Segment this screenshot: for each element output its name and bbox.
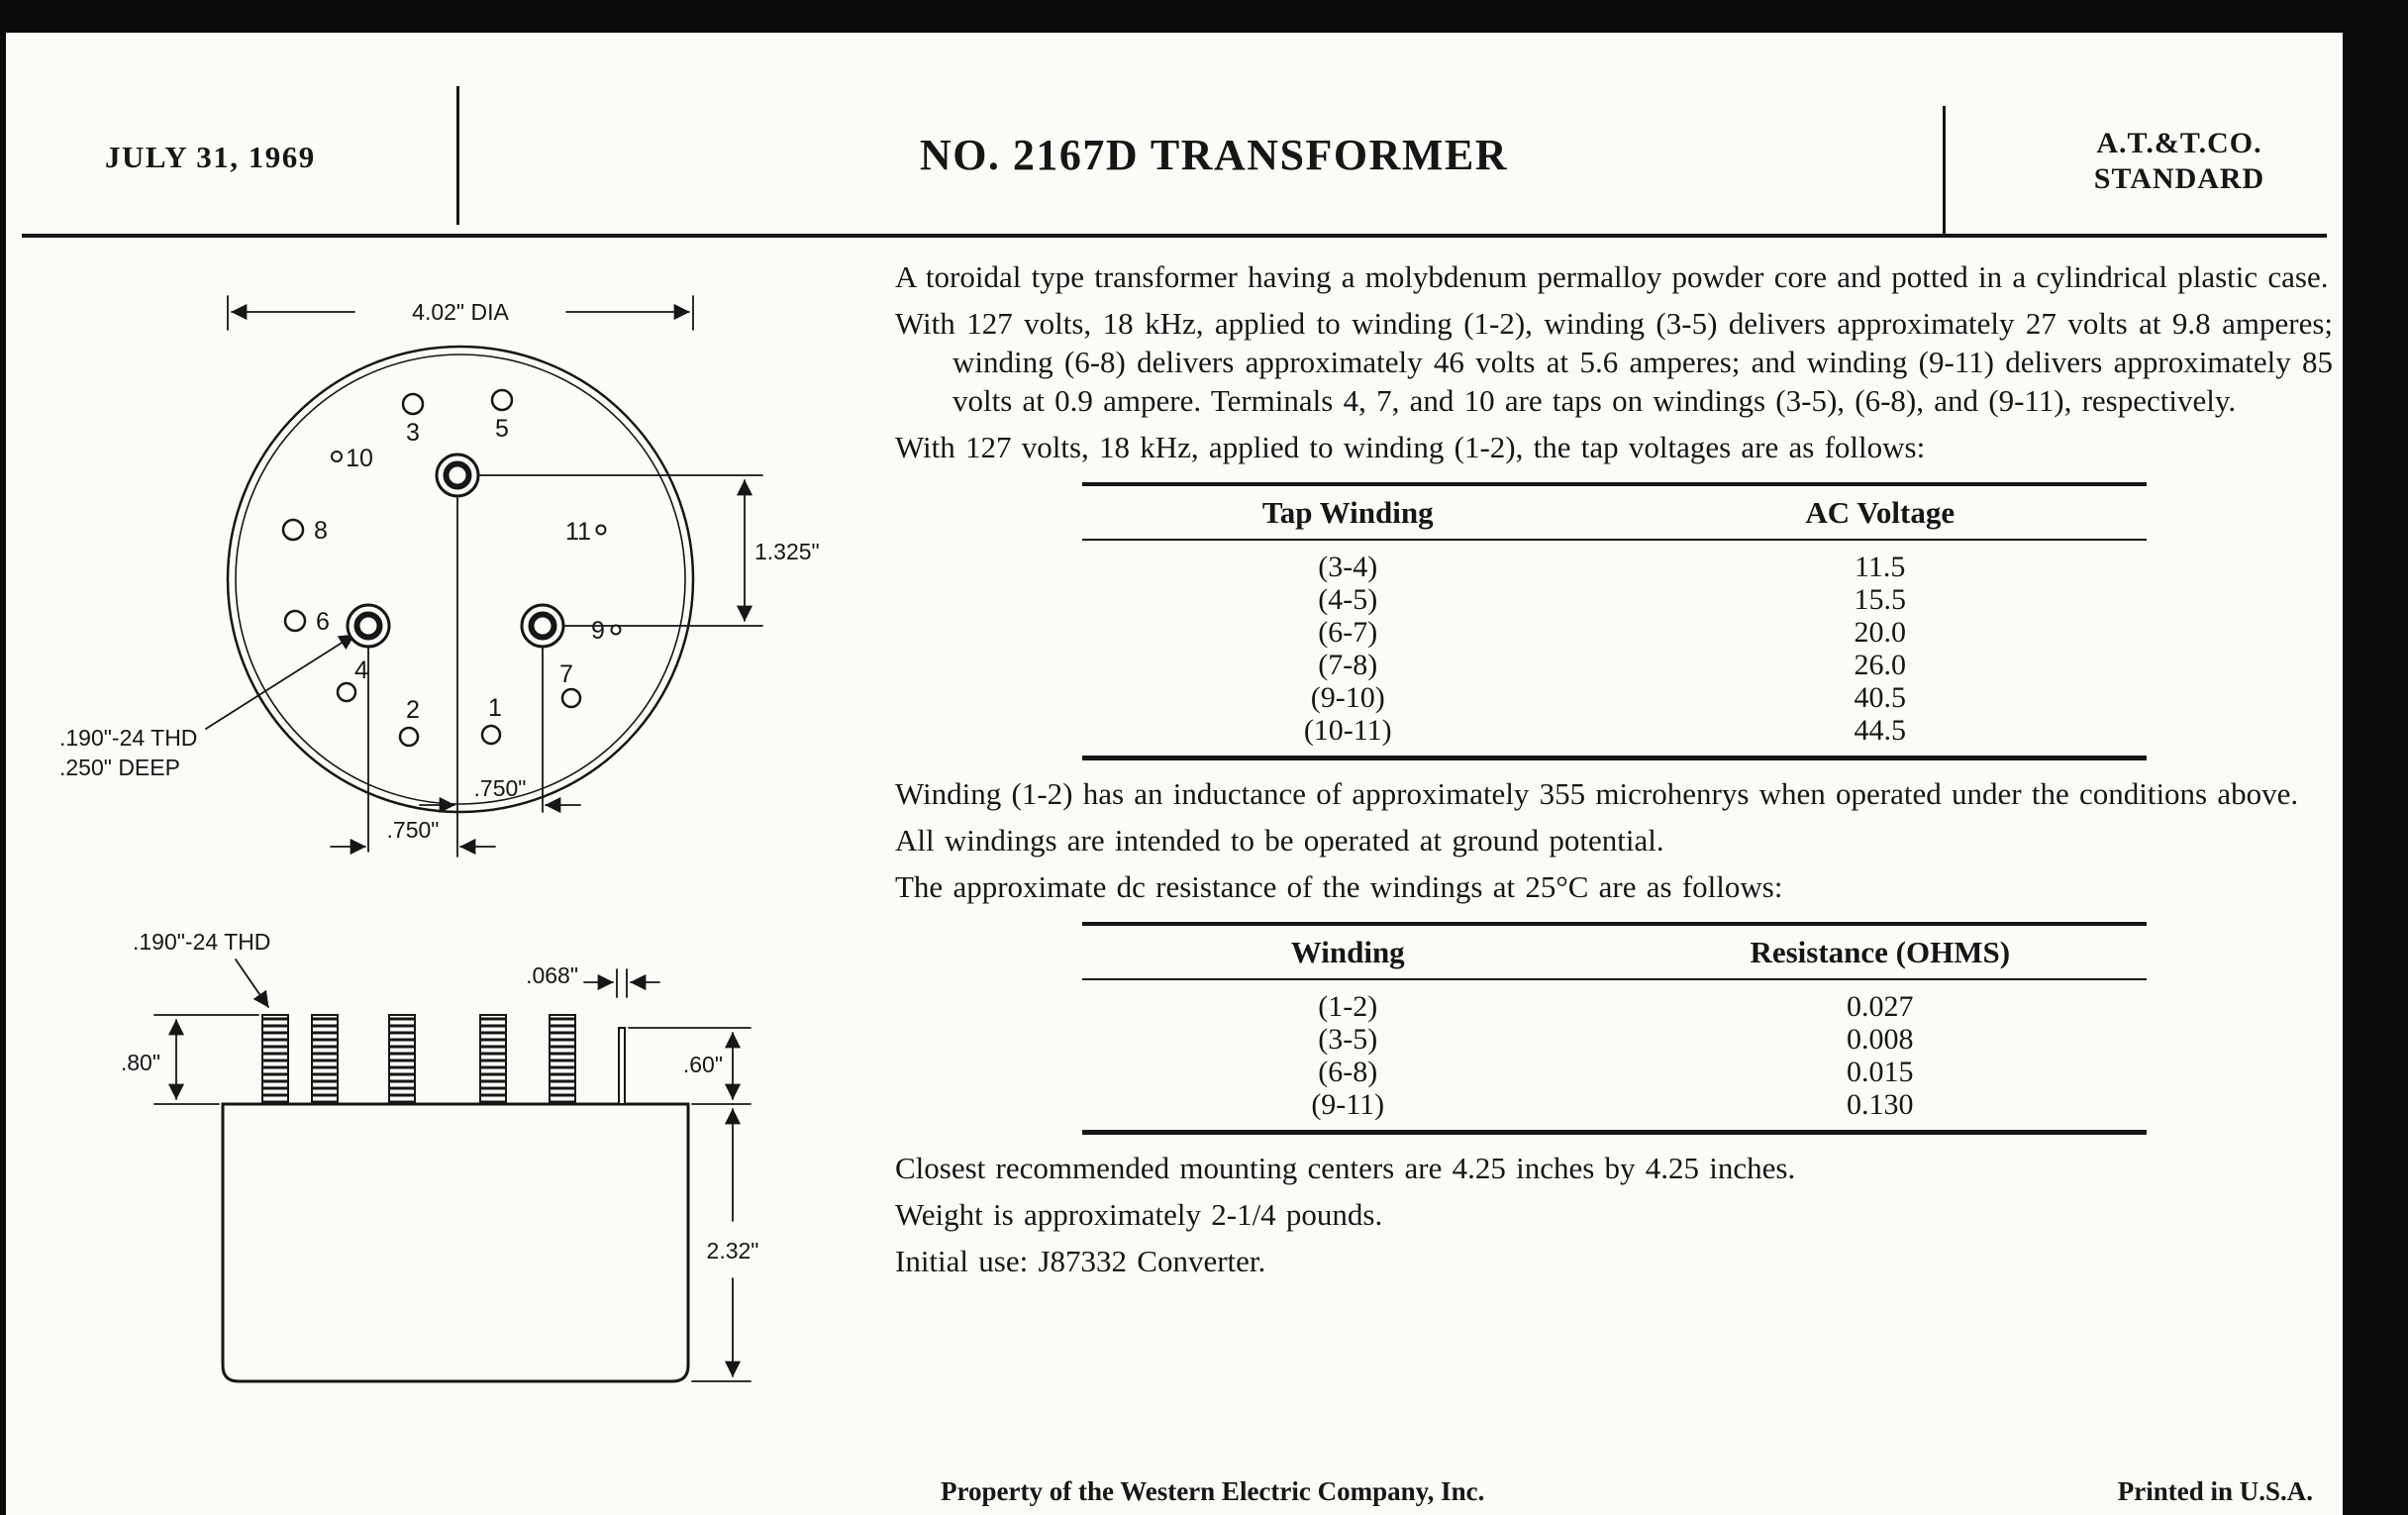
table-cell: (3-4) bbox=[1318, 551, 1378, 583]
table-row bbox=[1082, 616, 2147, 649]
top-view-diagram bbox=[206, 296, 762, 857]
table-row bbox=[1082, 1088, 2147, 1133]
terminal-6 bbox=[285, 611, 305, 631]
terminal-11 bbox=[597, 526, 606, 535]
column-header-resistance: Resistance (OHMS) bbox=[1614, 924, 2147, 979]
table-cell: 0.027 bbox=[1847, 990, 1914, 1023]
terminal-11-label: 11 bbox=[565, 518, 591, 546]
table-cell: 44.5 bbox=[1854, 714, 1906, 747]
threaded-studs bbox=[262, 1015, 625, 1104]
side-thd-leader bbox=[236, 960, 268, 1007]
stud-5 bbox=[550, 1015, 575, 1104]
technical-drawings bbox=[55, 191, 897, 1449]
case-body bbox=[223, 1104, 688, 1381]
table-cell: (9-11) bbox=[1311, 1088, 1385, 1121]
tap-voltage-table-body bbox=[1082, 540, 2147, 758]
resistance-table-body bbox=[1082, 979, 2147, 1133]
table-row bbox=[1082, 1056, 2147, 1088]
terminal-8-label: 8 bbox=[314, 517, 328, 545]
table-row bbox=[1082, 649, 2147, 681]
case-outline-outer bbox=[228, 347, 693, 812]
table-cell: 0.008 bbox=[1847, 1023, 1914, 1056]
paragraph-description: A toroidal type transformer having a molybdenum permalloy powder core and potted in a cylindrical plastic case. bbox=[895, 259, 2329, 294]
paragraph-ground-potential: All windings are intended to be operated at ground potential. bbox=[895, 823, 1664, 858]
paragraph-mounting: Closest recommended mounting centers are 4.25 inches by 4.25 inches. bbox=[895, 1151, 1796, 1185]
diameter-label: 4.02" DIA bbox=[412, 299, 509, 325]
paragraph-tap-intro: With 127 volts, 18 kHz, applied to winding (1-2), the tap voltages are as follows: bbox=[895, 430, 1926, 464]
dim-80-label: .80" bbox=[120, 1050, 160, 1075]
stud-3 bbox=[389, 1015, 415, 1104]
table-cell: (10-11) bbox=[1303, 714, 1392, 747]
terminal-5-label: 5 bbox=[495, 415, 509, 443]
dim-750-left-label: .750" bbox=[386, 817, 440, 843]
table-cell: (9-10) bbox=[1310, 681, 1385, 714]
side-view-labels bbox=[121, 929, 759, 1263]
table-row bbox=[1082, 583, 2147, 616]
thd-note-line1: .190"-24 THD bbox=[59, 725, 198, 751]
paragraph-performance: With 127 volts, 18 kHz, applied to winding (1-2), winding (3-5) delivers approximately 27 volts at 9.8 amperes; winding (6-8) delivers approximately 46 volts at 5.6 amperes; and winding (9-11) delivers approximately 85 volts at 0.9 ampere. Terminals 4, 7, and 10 are taps on windings (3-5), (6-8), and (9-11), respectively. bbox=[895, 306, 2333, 418]
table-row bbox=[1082, 681, 2147, 714]
table-header-row bbox=[1082, 924, 2147, 979]
terminal-6-label: 6 bbox=[316, 608, 330, 636]
column-header-tap-winding: Tap Winding bbox=[1082, 484, 1615, 540]
terminal-1-label: 1 bbox=[488, 694, 502, 722]
tap-voltage-table bbox=[1082, 482, 2147, 760]
table-cell: (4-5) bbox=[1318, 583, 1378, 616]
table-row bbox=[1082, 1023, 2147, 1056]
dim-232-label: 2.32" bbox=[706, 1238, 759, 1263]
specification-text bbox=[895, 257, 2333, 1288]
side-view-diagram bbox=[154, 960, 751, 1381]
paragraph-weight: Weight is approximately 2-1/4 pounds. bbox=[895, 1197, 1383, 1232]
paragraph-resistance-intro: The approximate dc resistance of the windings at 25°C are as follows: bbox=[895, 869, 1783, 904]
document-date: JULY 31, 1969 bbox=[105, 140, 316, 174]
mounting-stud-top bbox=[437, 454, 478, 496]
table-header-row bbox=[1082, 484, 2147, 540]
table-cell: 26.0 bbox=[1854, 649, 1906, 681]
terminal-3 bbox=[403, 394, 423, 414]
dim-1325-label: 1.325" bbox=[754, 539, 820, 564]
table-cell: 11.5 bbox=[1855, 551, 1906, 583]
dim-068-label: .068" bbox=[526, 962, 578, 988]
standard-line-1: A.T.&T.CO. bbox=[2096, 127, 2262, 159]
terminal-1 bbox=[482, 726, 500, 744]
standard-label bbox=[2036, 126, 2323, 197]
top-view-labels bbox=[59, 299, 820, 843]
terminal-9 bbox=[612, 626, 621, 635]
dim-60-label: .60" bbox=[682, 1052, 723, 1077]
terminal-7 bbox=[562, 689, 580, 707]
terminal-9-label: 9 bbox=[591, 617, 605, 645]
printed-in-notice: Printed in U.S.A. bbox=[2117, 1476, 2313, 1506]
terminal-8 bbox=[283, 520, 303, 540]
terminal-4 bbox=[338, 683, 355, 701]
stud-1 bbox=[262, 1015, 288, 1104]
paragraph-inductance: Winding (1-2) has an inductance of approximately 355 microhenrys when operated under the conditions above. bbox=[895, 776, 2299, 811]
table-row bbox=[1082, 979, 2147, 1023]
column-header-ac-voltage: AC Voltage bbox=[1614, 484, 2147, 540]
property-notice: Property of the Western Electric Company, Inc. bbox=[941, 1476, 1485, 1506]
stud-4 bbox=[480, 1015, 506, 1104]
stud-2 bbox=[312, 1015, 338, 1104]
page-title: NO. 2167D TRANSFORMER bbox=[919, 131, 1509, 179]
table-cell: (6-8) bbox=[1318, 1056, 1378, 1088]
table-cell: 40.5 bbox=[1854, 681, 1906, 714]
terminal-2 bbox=[400, 728, 418, 746]
document-page bbox=[6, 33, 2343, 1515]
table-cell: (7-8) bbox=[1318, 649, 1378, 681]
dimension-80 bbox=[154, 1015, 258, 1104]
table-row bbox=[1082, 540, 2147, 583]
dimension-1-325 bbox=[479, 475, 762, 626]
resistance-table bbox=[1082, 922, 2147, 1135]
table-row bbox=[1082, 714, 2147, 758]
header-divider-right bbox=[1943, 106, 1946, 236]
side-thd-label: .190"-24 THD bbox=[133, 929, 271, 955]
dim-750-right-label: .750" bbox=[473, 775, 527, 801]
dimension-068 bbox=[584, 969, 659, 997]
table-cell: 15.5 bbox=[1854, 583, 1906, 616]
case-outline-inner bbox=[236, 354, 685, 804]
table-cell: (1-2) bbox=[1318, 990, 1378, 1023]
mounting-stud-left bbox=[348, 605, 389, 647]
table-cell: 20.0 bbox=[1854, 616, 1906, 649]
terminal-4-label: 4 bbox=[354, 656, 368, 684]
standard-line-2: STANDARD bbox=[2093, 162, 2265, 195]
table-cell: 0.015 bbox=[1847, 1056, 1914, 1088]
column-header-winding: Winding bbox=[1082, 924, 1615, 979]
table-cell: (6-7) bbox=[1318, 616, 1378, 649]
mounting-stud-right bbox=[522, 605, 563, 647]
table-cell: 0.130 bbox=[1847, 1088, 1914, 1121]
table-cell: (3-5) bbox=[1318, 1023, 1378, 1056]
terminal-10 bbox=[332, 452, 342, 461]
paragraph-initial-use: Initial use: J87332 Converter. bbox=[895, 1244, 1266, 1278]
terminal-3-label: 3 bbox=[406, 419, 420, 447]
terminal-5 bbox=[492, 390, 512, 410]
thin-terminal-pin bbox=[619, 1028, 625, 1104]
terminal-7-label: 7 bbox=[559, 660, 573, 688]
terminal-10-label: 10 bbox=[346, 445, 373, 472]
thd-note-line2: .250" DEEP bbox=[59, 755, 180, 780]
terminal-2-label: 2 bbox=[406, 696, 420, 724]
